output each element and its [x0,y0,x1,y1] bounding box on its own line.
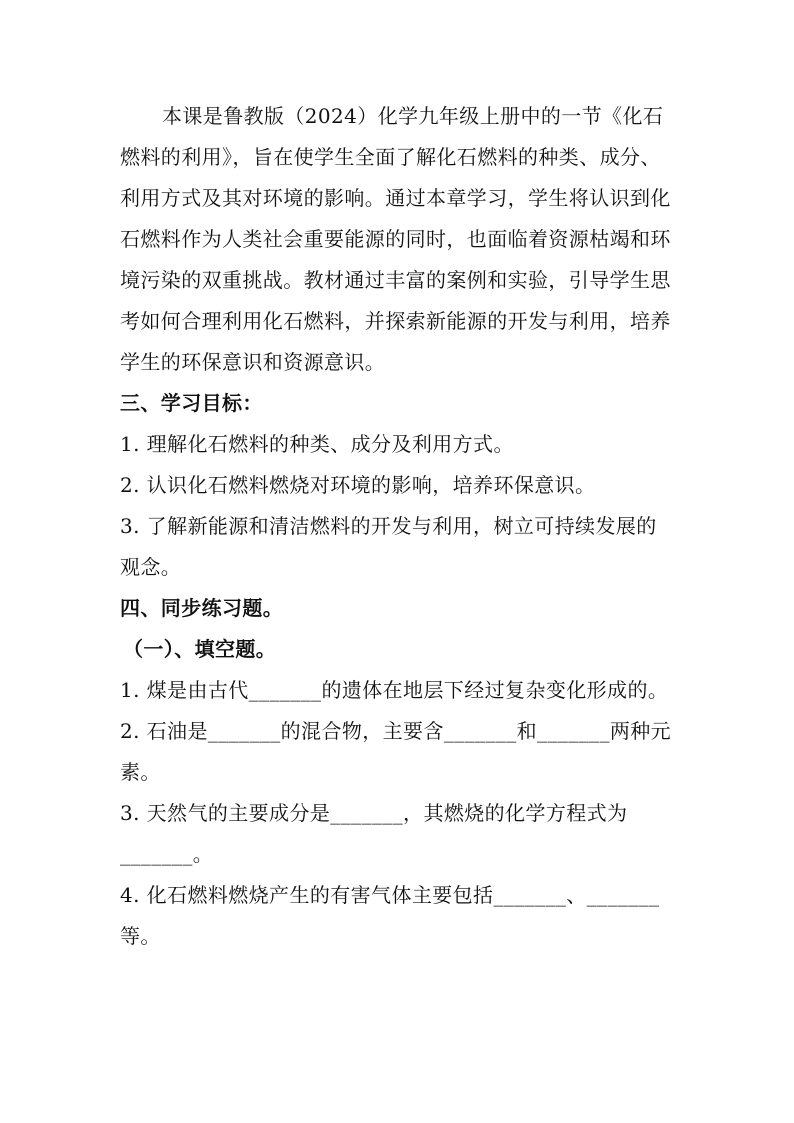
intro-paragraph: 本课是鲁教版（2024）化学九年级上册中的一节《化石燃料的利用》，旨在使学生全面了解化石燃料的种类、成分、利用方式及其对环境的影响。通过本章学习，学生将认识到化石燃料作为人类社会重要能源的同时，也面临着资源枯竭和环境污染的双重挑战。教材通过丰富的案例和实验，引导学生思考如何合理利用化石燃料，并探索新能源的开发与利用，培养学生的环保意识和资源意识。 [120,104,671,374]
learning-objectives-heading: 三、学习目标： [120,391,263,415]
fill-in-blank-heading: （一）、填空题。 [123,637,277,661]
objective-item: 2. 认识化石燃料燃烧对环境的影响，培养环保意识。 [120,473,596,497]
document-body [120,96,676,957]
question-item: 1. 煤是由古代_______的遗体在地层下经过复杂变化形成的。 [120,678,669,702]
question-item: 2. 石油是_______的混合物，主要含_______和_______两种元素。 [120,719,672,784]
question-item: 4. 化石燃料燃烧产生的有害气体主要包括_______、_______等。 [120,883,660,948]
practice-heading: 四、同步练习题。 [120,596,284,620]
question-item: 3. 天然气的主要成分是_______，其燃烧的化学方程式为_______。 [120,801,628,866]
objective-item: 3. 了解新能源和清洁燃料的开发与利用，树立可持续发展的观念。 [120,514,657,579]
objective-item: 1. 理解化石燃料的种类、成分及利用方式。 [120,432,514,456]
